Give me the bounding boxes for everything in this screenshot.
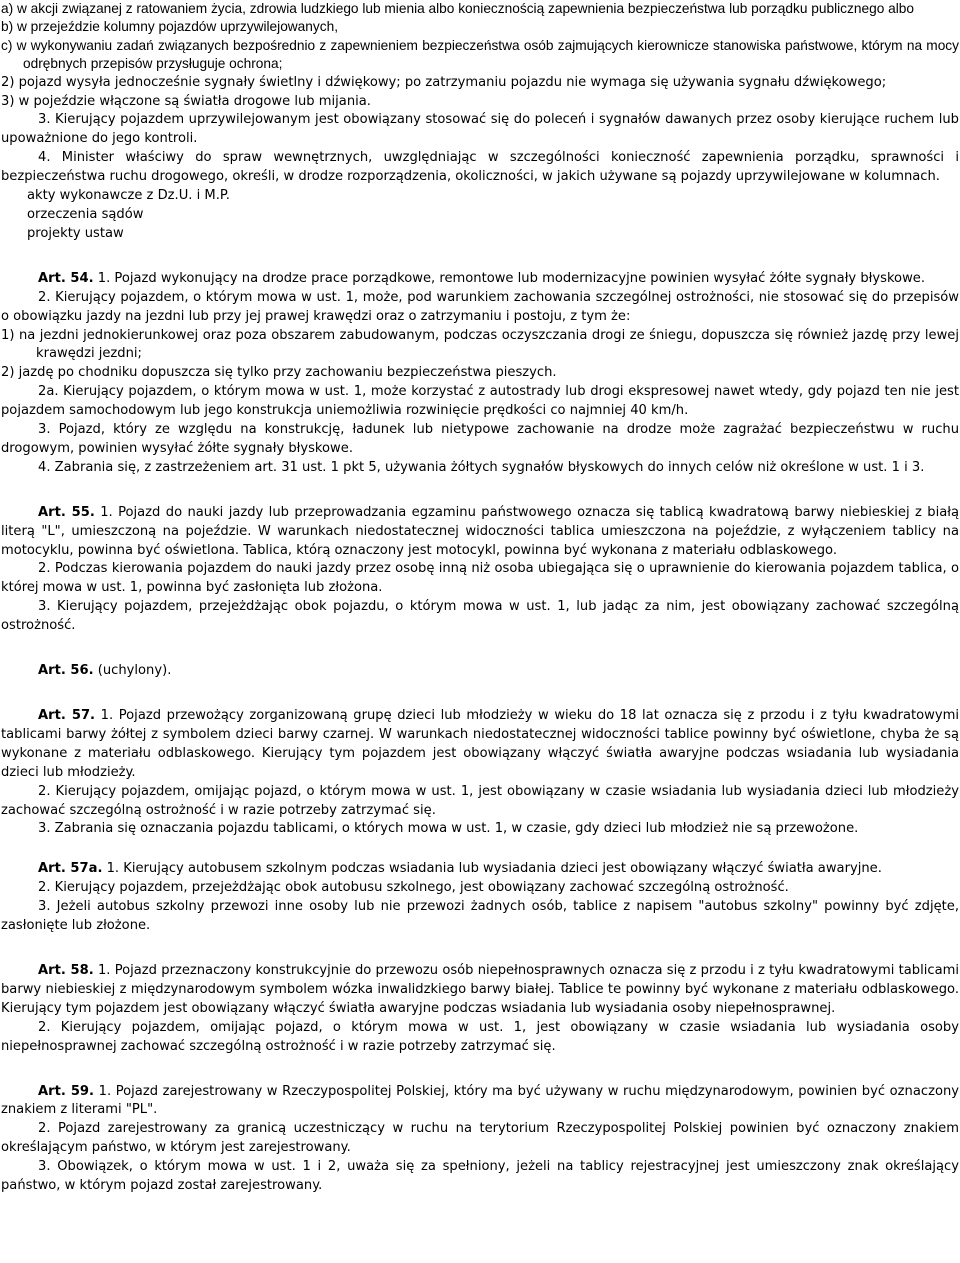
art-59-ust-2: 2. Pojazd zarejestrowany za granicą uczestniczący w ruchu na terytorium Rzeczypospolitej Polskiej powinien być oznaczony znakiem określającym państwo, w którym jest zarejestrowany. bbox=[1, 1121, 959, 1156]
art-57a-ust-3: 3. Jeżeli autobus szkolny przewozi inne osoby lub nie przewozi żadnych osób, tablice z napisem "autobus szkolny" powinny być zdjęte, zasłonięte lub złożone. bbox=[1, 899, 959, 934]
article-heading: Art. 58. bbox=[38, 962, 94, 978]
art-54-ust-2: 2. Kierujący pojazdem, o którym mowa w ust. 1, może, pod warunkiem zachowania szczególnej ostrożności, nie stosować się do przepisów o obowiązku jazdy na jezdni lub przy jej prawej krawędzi oraz o zatrzymaniu i postoju, z tym że: bbox=[1, 289, 959, 324]
paragraph-text: 1. Pojazd do nauki jazdy lub przeprowadzania egzaminu państwowego oznacza się tablicą kwadratową barwy niebieskiej z białą literą "L", umieszczoną na pojeździe. W warunkach niedostatecznej widoczności tablica umieszczona na pojeździe, z wyłączeniem tablicy na motocyklu, powinna być oświetlona. Tablica, którą oznaczony jest motocykl, powinna być wykonana z materiału odblaskowego. bbox=[1, 504, 959, 558]
article-57a bbox=[1, 860, 959, 936]
article-55 bbox=[1, 504, 959, 636]
art-54-ust-1 bbox=[1, 270, 959, 289]
article-heading: Art. 55. bbox=[38, 504, 95, 520]
art-56-text bbox=[1, 662, 959, 681]
ust-3: 3. Kierujący pojazdem uprzywilejowanym jest obowiązany stosować się do poleceń i sygnałów dawanych przez osoby kierujące ruchem lub upoważnione do jego kontroli. bbox=[1, 112, 959, 147]
point-3: 3) w pojeździe włączone są światła drogowe lub mijania. bbox=[1, 93, 371, 109]
art-58-ust-1 bbox=[1, 962, 959, 1019]
art-57a-ust-2: 2. Kierujący pojazdem, przejeżdżając obok autobusu szkolnego, jest obowiązany zachować szczególną ostrożność. bbox=[38, 880, 789, 896]
ust-4: 4. Minister właściwy do spraw wewnętrznych, uwzględniając w szczególności konieczność zapewnienia porządku, sprawności i bezpieczeństwa ruchu drogowego, określi, w drodze rozporządzenia, okoliczności, w jakich używane są pojazdy uprzywilejowane w kolumnach. bbox=[1, 150, 959, 185]
paragraph-text: 1. Pojazd przeznaczony konstrukcyjnie do przewozu osób niepełnosprawnych oznacza się z przodu i z tyłu kwadratowymi tablicami barwy niebieskiej z międzynarodowym symbolem wózka inwalidzkiego barwy białej. Tablice te powinny być wykonane z materiału odblaskowego. Kierujący tym pojazdem jest obowiązany włączyć światła awaryjne podczas wsiadania lub wysiadania osoby niepełnosprawnej. bbox=[1, 962, 959, 1016]
article-59 bbox=[1, 1083, 959, 1196]
list-item-b: b) w przejeździe kolumny pojazdów uprzywilejowanych, bbox=[1, 19, 339, 35]
article-heading: Art. 57a. bbox=[38, 861, 103, 877]
paragraph-text: 1. Pojazd zarejestrowany w Rzeczypospolitej Polskiej, który ma być używany w ruchu międzynarodowym, powinien być oznaczony znakiem z literami "PL". bbox=[1, 1083, 959, 1118]
article-58 bbox=[1, 962, 959, 1057]
art-57a-ust-1 bbox=[1, 860, 959, 879]
art-55-ust-2: 2. Podczas kierowania pojazdem do nauki jazdy przez osobę inną niż osoba ubiegająca się o uprawnienie do kierowania pojazdem tablica, o której mowa w ust. 1, powinna być zasłonięta lub złożona. bbox=[1, 561, 959, 596]
art-57-ust-2: 2. Kierujący pojazdem, omijając pojazd, o którym mowa w ust. 1, jest obowiązany w czasie wsiadania lub wysiadania dzieci lub młodzieży zachować szczególną ostrożność i w razie potrzeby zatrzymać się. bbox=[1, 783, 959, 818]
art-55-ust-3: 3. Kierujący pojazdem, przejeżdżając obok pojazdu, o którym mowa w ust. 1, lub jadąc za nim, jest obowiązany zachować szczególną ostrożność. bbox=[1, 599, 959, 634]
link-orzeczenia-sadow[interactable]: orzeczenia sądów bbox=[27, 206, 144, 222]
link-projekty-ustaw[interactable]: projekty ustaw bbox=[27, 225, 124, 241]
article-heading: Art. 56. bbox=[38, 663, 94, 679]
paragraph-text: 1. Pojazd wykonujący na drodze prace porządkowe, remontowe lub modernizacyjne powinien wysyłać żółte sygnały błyskowe. bbox=[93, 270, 925, 286]
art-57-ust-3: 3. Zabrania się oznaczania pojazdu tablicami, o których mowa w ust. 1, w czasie, gdy dzieci lub młodzież nie są przewożone. bbox=[38, 821, 859, 837]
art-59-ust-1 bbox=[1, 1083, 959, 1121]
paragraph-text: 1. Pojazd przewożący zorganizowaną grupę dzieci lub młodzieży w wieku do 18 lat oznacza się z przodu i z tyłu kwadratowymi tablicami barwy żółtej z symbolem dzieci barwy czarnej. W warunkach niedostatecznej widoczności tablice powinny być oświetlone, chyba że są wykonane z materiału odblaskowego. Kierujący tym pojazdem jest obowiązany włączyć światła awaryjne podczas wsiadania lub wysiadania dzieci lub młodzieży. bbox=[1, 708, 960, 780]
paragraph-text: 1. Kierujący autobusem szkolnym podczas wsiadania lub wysiadania dzieci jest obowiązany włączyć światła awaryjne. bbox=[102, 861, 882, 877]
art-54-pkt-2: 2) jazdę po chodniku dopuszcza się tylko przy zachowaniu bezpieczeństwa pieszych. bbox=[1, 365, 557, 381]
art-58-ust-2: 2. Kierujący pojazdem, omijając pojazd, o którym mowa w ust. 1, jest obowiązany w czasie wsiadania lub wysiadania osoby niepełnosprawnej zachować szczególną ostrożność i w razie potrzeby zatrzymać się. bbox=[1, 1019, 959, 1054]
article-54 bbox=[1, 270, 959, 478]
art-54-pkt-1: 1) na jezdni jednokierunkowej oraz poza obszarem zabudowanym, podczas oczyszczania drogi ze śniegu, dopuszcza się również jazdę przy lewej krawędzi jezdni; bbox=[1, 327, 959, 362]
article-heading: Art. 59. bbox=[38, 1083, 95, 1099]
point-2: 2) pojazd wysyła jednocześnie sygnały świetlny i dźwiękowy; po zatrzymaniu pojazdu nie wymaga się używania sygnału dźwiękowego; bbox=[1, 74, 887, 90]
art-55-ust-1 bbox=[1, 504, 959, 561]
art-54-ust-4: 4. Zabrania się, z zastrzeżeniem art. 31 ust. 1 pkt 5, używania żółtych sygnałów błyskowych do innych celów niż określone w ust. 1 i 3. bbox=[38, 459, 925, 475]
art-57-ust-1 bbox=[1, 707, 959, 783]
article-heading: Art. 57. bbox=[38, 708, 96, 723]
list-item-a: a) w akcji związanej z ratowaniem życia, zdrowia ludzkiego lub mienia albo koniecznością zapewnienia bezpieczeństwa lub porządku publicznego albo bbox=[1, 1, 914, 16]
article-heading: Art. 54. bbox=[38, 270, 94, 286]
list-item-c: c) w wykonywaniu zadań związanych bezpośrednio z zapewnieniem bezpieczeństwa osób zajmujących kierownicze stanowiska państwowe, którym na mocy odrębnych przepisów przysługuje ochrona; bbox=[1, 37, 959, 72]
link-akty-wykonawcze[interactable]: akty wykonawcze z Dz.U. i M.P. bbox=[27, 188, 230, 204]
top-section bbox=[1, 0, 959, 74]
art-54-ust-2a: 2a. Kierujący pojazdem, o którym mowa w ust. 1, może korzystać z autostrady lub drogi ekspresowej nawet wtedy, gdy pojazd ten nie jest pojazdem samochodowym lub jego konstrukcja uniemożliwia rozwinięcie prędkości co najmniej 40 km/h. bbox=[1, 384, 959, 419]
article-56 bbox=[1, 662, 959, 681]
paragraph-text: (uchylony). bbox=[93, 663, 172, 679]
art-54-ust-3: 3. Pojazd, który ze względu na konstrukcję, ładunek lub nietypowe zachowanie na drodze może zagrażać bezpieczeństwu w ruchu drogowym, powinien wysyłać żółte sygnały błyskowe. bbox=[1, 422, 959, 456]
art-59-ust-3: 3. Obowiązek, o którym mowa w ust. 1 i 2, uważa się za spełniony, jeżeli na tablicy rejestracyjnej jest umieszczony znak określający państwo, w którym pojazd został zarejestrowany. bbox=[1, 1159, 959, 1194]
article-57 bbox=[1, 707, 959, 839]
